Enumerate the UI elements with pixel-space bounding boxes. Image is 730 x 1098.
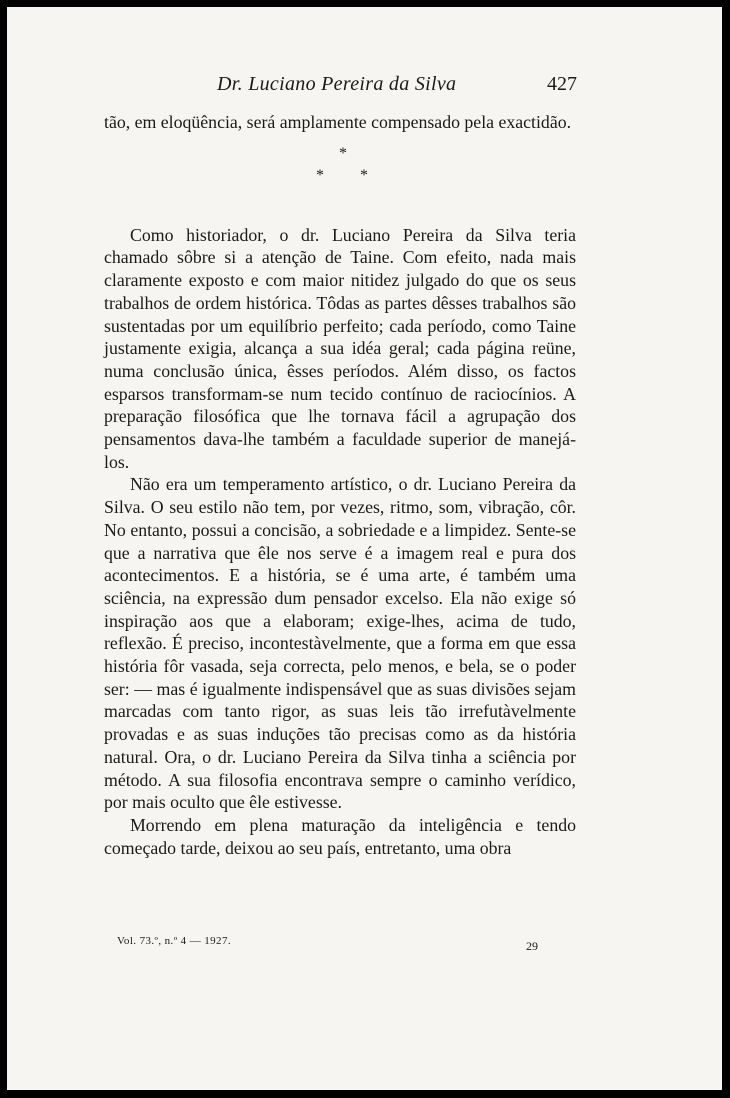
asterism-divider [104,142,576,190]
running-title: Dr. Luciano Pereira da Silva [217,73,457,95]
paragraph-style: Não era um temperamento artístico, o dr. Luciano Pereira da Silva. O seu estilo não tem, por vezes, ritmo, som, vibração, côr. No entanto, possui a concisão, a sobriedade e a limpidez. Sente-se que a narrativa que êle nos serve é a imagem real e pura dos acontecimentos. E a história, se é uma arte, é também uma sciência, na expressão dum pensador excelso. Ela não exige só inspiração aos que a elaboram; exige-lhes, acima de tudo, reflexão. É preciso, incontestàvelmente, que a forma em que essa história fôr vasada, seja correcta, pelo menos, e bela, se o poder ser: — mas é igualmente indispensável que as suas divisões sejam marcadas com tanto rigor, as suas leis tão irrefutàvelmente provadas e as suas induções tão precisas como as da história natural. Ora, o dr. Luciano Pereira da Silva tinha a sciência por método. A sua filosofia encontrava sempre o caminho verídico, por mais oculto que êle estivesse. [104,474,576,813]
paragraph-legacy: Morrendo em plena maturação da inteligência e tendo começado tarde, deixou ao seu país, entretanto, uma obra [104,814,576,858]
book-page [7,7,722,1090]
body-text [104,111,576,859]
page-number: 427 [547,73,577,95]
asterisk-top: * [339,144,347,162]
asterisk-left: * [316,166,324,184]
paragraph-historian: Como historiador, o dr. Luciano Pereira da Silva teria chamado sôbre si a atenção de Taine. Com efeito, nada mais claramente exposto e com maior nitidez julgado do que os seus trabalhos de ordem histórica. Tôdas as partes dêsses trabalhos são sustentadas por um equilíbrio perfeito; cada período, como Taine justamente exigia, alcança a sua idéa geral; cada página reüne, numa conclusão única, êsses períodos. Além disso, os factos esparsos transformam-se num tecido contínuo de raciocínios. A preparação filosófica que lhe tornava fácil a agrupação dos pensamentos dava-lhe também a faculdade superior de manejá-los. [104,224,576,472]
paragraph-continuation: tão, em eloqüência, será amplamente compensado pela exactidão. [104,112,572,132]
signature-mark: 29 [526,939,538,953]
page-header [7,73,722,103]
volume-footnote: Vol. 73.º, n.º 4 — 1927. [117,935,232,947]
asterisk-right: * [360,166,368,184]
